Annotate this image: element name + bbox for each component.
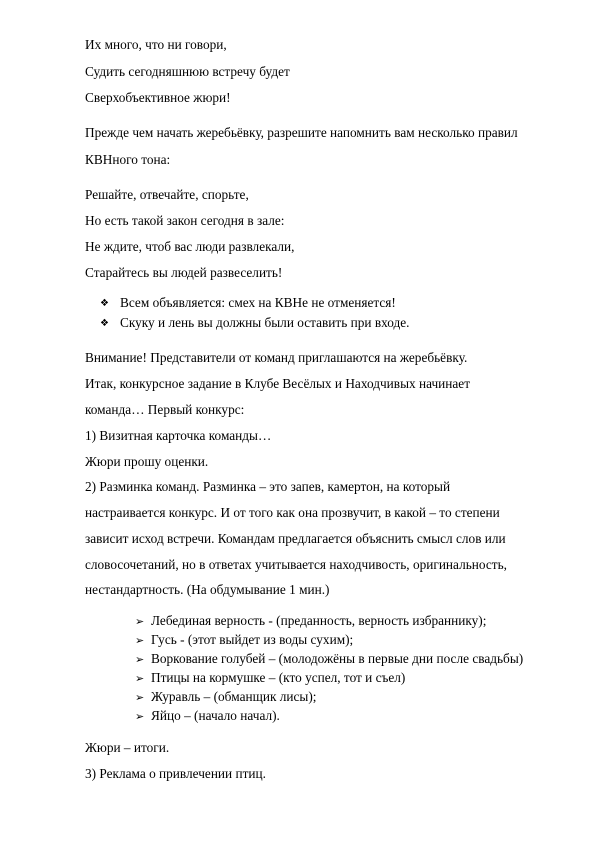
paragraph-line: Итак, конкурсное задание в Клубе Весёлых и Находчивых начинает xyxy=(85,376,471,391)
poem-line: Старайтесь вы людей развеселить! xyxy=(85,265,283,280)
paragraph-line: словосочетаний, но в ответах учитывается находчивость, оригинальность, xyxy=(85,557,507,572)
paragraph-line: Прежде чем начать жеребьёвку, разрешите напомнить вам несколько правил xyxy=(85,125,518,140)
poem-line: Их много, что ни говори, xyxy=(85,37,227,52)
list-item xyxy=(135,708,280,725)
paragraph-line: 2) Разминка команд. Разминка – это запев, камертон, на который xyxy=(85,479,451,494)
poem-line: Но есть такой закон сегодня в зале: xyxy=(85,213,285,228)
paragraph-line: 3) Реклама о привлечении птиц. xyxy=(85,766,266,781)
arrow-bullet-icon: ➢ xyxy=(135,710,145,723)
list-item-text: Лебединая верность - (преданность, верность избраннику); xyxy=(151,613,487,628)
list-item xyxy=(135,689,316,706)
paragraph-line: нестандартность. (На обдумывание 1 мин.) xyxy=(85,582,330,597)
list-item-text: Птицы на кормушке – (кто успел, тот и съел) xyxy=(151,670,406,685)
paragraph-line: настраивается конкурс. И от того как она прозвучит, в какой – то степени xyxy=(85,505,500,520)
paragraph-line: 1) Визитная карточка команды… xyxy=(85,428,272,443)
diamond-bullet-icon: ❖ xyxy=(100,318,109,329)
paragraph-line: команда… Первый конкурс: xyxy=(85,402,245,417)
list-item xyxy=(100,315,410,332)
poem-line: Не ждите, чтоб вас люди развлекали, xyxy=(85,239,295,254)
paragraph-line: КВНного тона: xyxy=(85,152,171,167)
poem-line: Судить сегодняшнюю встречу будет xyxy=(85,64,290,79)
arrow-bullet-icon: ➢ xyxy=(135,615,145,628)
arrow-bullet-icon: ➢ xyxy=(135,691,145,704)
list-item xyxy=(135,613,486,630)
arrow-bullet-icon: ➢ xyxy=(135,653,145,666)
list-item-text: Скуку и лень вы должны были оставить при входе. xyxy=(120,315,410,330)
paragraph-line: Жюри – итоги. xyxy=(85,740,170,755)
list-item xyxy=(100,295,396,312)
paragraph-line: зависит исход встречи. Командам предлагается объяснить смысл слов или xyxy=(85,531,506,546)
arrow-bullet-icon: ➢ xyxy=(135,672,145,685)
list-item-text: Журавль – (обманщик лисы); xyxy=(151,689,317,704)
list-item xyxy=(135,632,353,649)
poem-line: Решайте, отвечайте, спорьте, xyxy=(85,187,249,202)
list-item xyxy=(135,670,405,687)
arrow-bullet-icon: ➢ xyxy=(135,634,145,647)
list-item-text: Гусь - (этот выйдет из воды сухим); xyxy=(151,632,354,647)
list-item-text: Воркование голубей – (молодожёны в первые дни после свадьбы) xyxy=(151,651,524,666)
list-item-text: Всем объявляется: смех на КВНе не отменяется! xyxy=(120,295,396,310)
diamond-bullet-icon: ❖ xyxy=(100,298,109,309)
poem-line: Сверхобъективное жюри! xyxy=(85,90,231,105)
paragraph-line: Жюри прошу оценки. xyxy=(85,454,209,469)
list-item-text: Яйцо – (начало начал). xyxy=(151,708,280,723)
list-item xyxy=(135,651,523,668)
paragraph-line: Внимание! Представители от команд приглашаются на жеребьёвку. xyxy=(85,350,468,365)
